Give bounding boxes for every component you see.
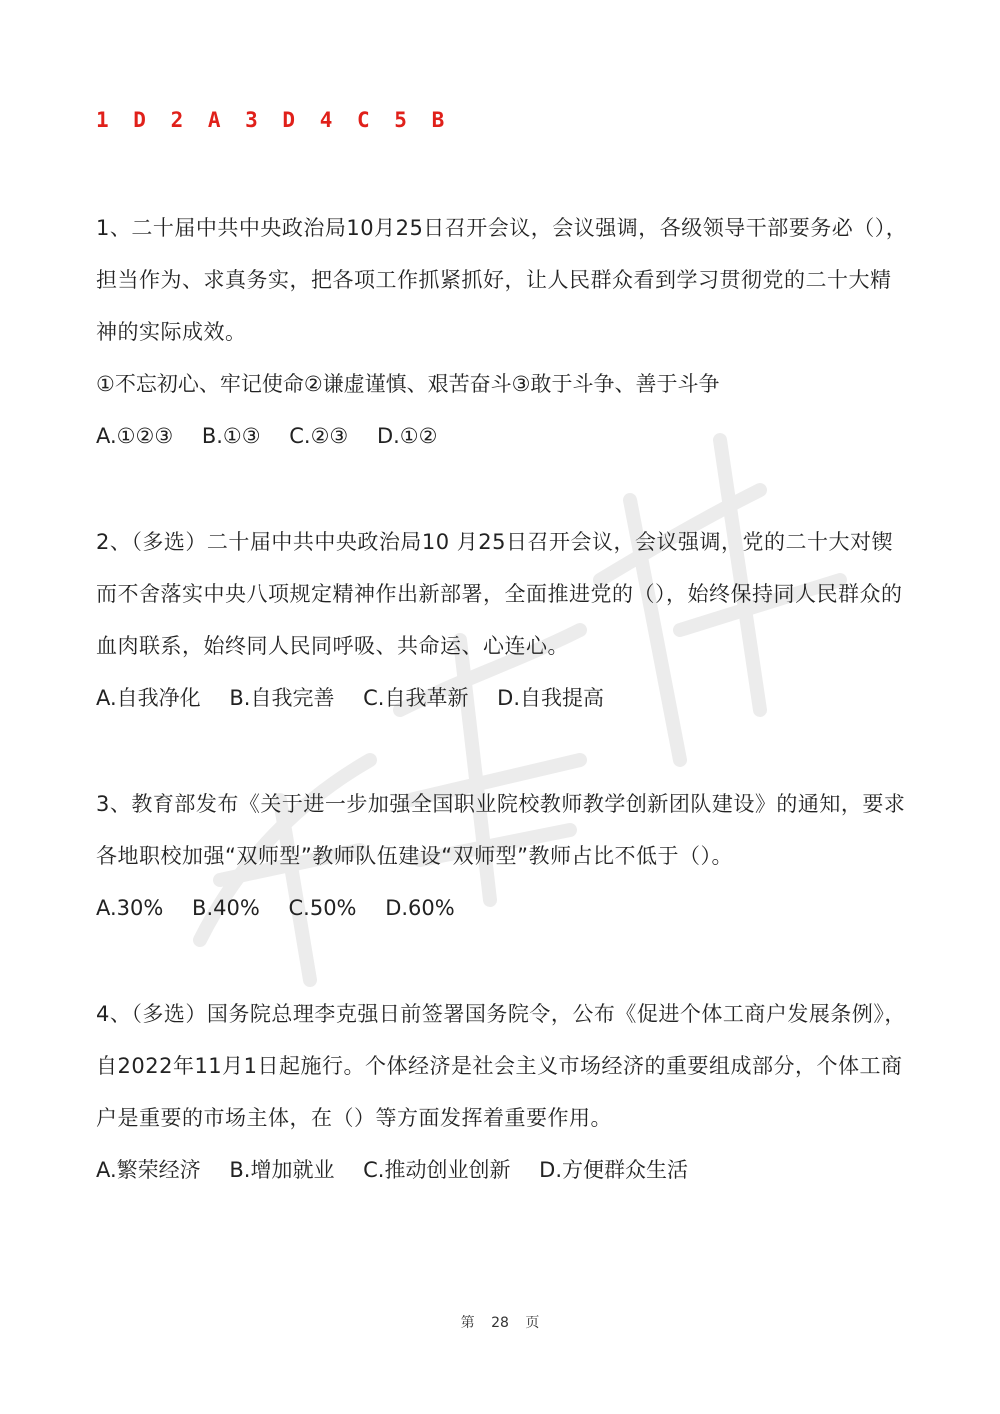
- option-d: D.自我提高: [497, 686, 605, 710]
- footer-prefix: 第: [460, 1315, 475, 1331]
- question-4: [96, 988, 908, 1196]
- option-b: B.增加就业: [229, 1158, 335, 1182]
- question-2-options: [96, 672, 908, 724]
- question-4-options: [96, 1144, 908, 1196]
- option-b: B.自我完善: [229, 686, 335, 710]
- option-a: A.繁荣经济: [96, 1158, 201, 1182]
- page-number: 28: [491, 1315, 509, 1331]
- option-c: C.推动创业创新: [363, 1158, 511, 1182]
- option-a: A.①②③: [96, 424, 174, 448]
- question-3-text: 3、教育部发布《关于进一步加强全国职业院校教师教学创新团队建设》的通知，要求各地职校加强“双师型”教师队伍建设“双师型”教师占比不低于（）。: [96, 792, 906, 868]
- question-3: [96, 778, 908, 934]
- page-footer: [0, 1312, 1000, 1332]
- question-1-statements: ①不忘初心、牢记使命②谦虚谨慎、艰苦奋斗③敢于斗争、善于斗争: [96, 372, 720, 396]
- question-1: [96, 202, 908, 462]
- question-2-text: 2、（多选）二十届中共中央政治局10 月25日召开会议，会议强调，党的二十大对锲而不舍落实中央八项规定精神作出新部署，全面推进党的（），始终保持同人民群众的血肉联系，始终同人民同呼吸、共命运、心连心。: [96, 530, 903, 658]
- option-d: D.①②: [376, 424, 438, 448]
- option-b: B.40%: [192, 896, 260, 920]
- question-4-text: 4、（多选）国务院总理李克强日前签署国务院令，公布《促进个体工商户发展条例》，自2022年11月1日起施行。个体经济是社会主义市场经济的重要组成部分，个体工商户是重要的市场主体，在（）等方面发挥着重要作用。: [96, 1002, 906, 1130]
- question-1-text: 1、二十届中共中央政治局10月25日召开会议，会议强调，各级领导干部要务必（），担当作为、求真务实，把各项工作抓紧抓好，让人民群众看到学习贯彻党的二十大精神的实际成效。: [96, 216, 908, 344]
- option-c: C.50%: [288, 896, 357, 920]
- option-c: C.②③: [289, 424, 349, 448]
- option-c: C.自我革新: [363, 686, 469, 710]
- question-1-options: [96, 410, 908, 462]
- option-d: D.60%: [385, 896, 455, 920]
- option-d: D.方便群众生活: [539, 1158, 689, 1182]
- option-b: B.①③: [201, 424, 261, 448]
- option-a: A.自我净化: [96, 686, 201, 710]
- answer-key: 1 D 2 A 3 D 4 C 5 B: [96, 108, 451, 132]
- question-2: [96, 516, 908, 724]
- question-3-options: [96, 882, 908, 934]
- footer-suffix: 页: [525, 1315, 540, 1331]
- option-a: A.30%: [96, 896, 164, 920]
